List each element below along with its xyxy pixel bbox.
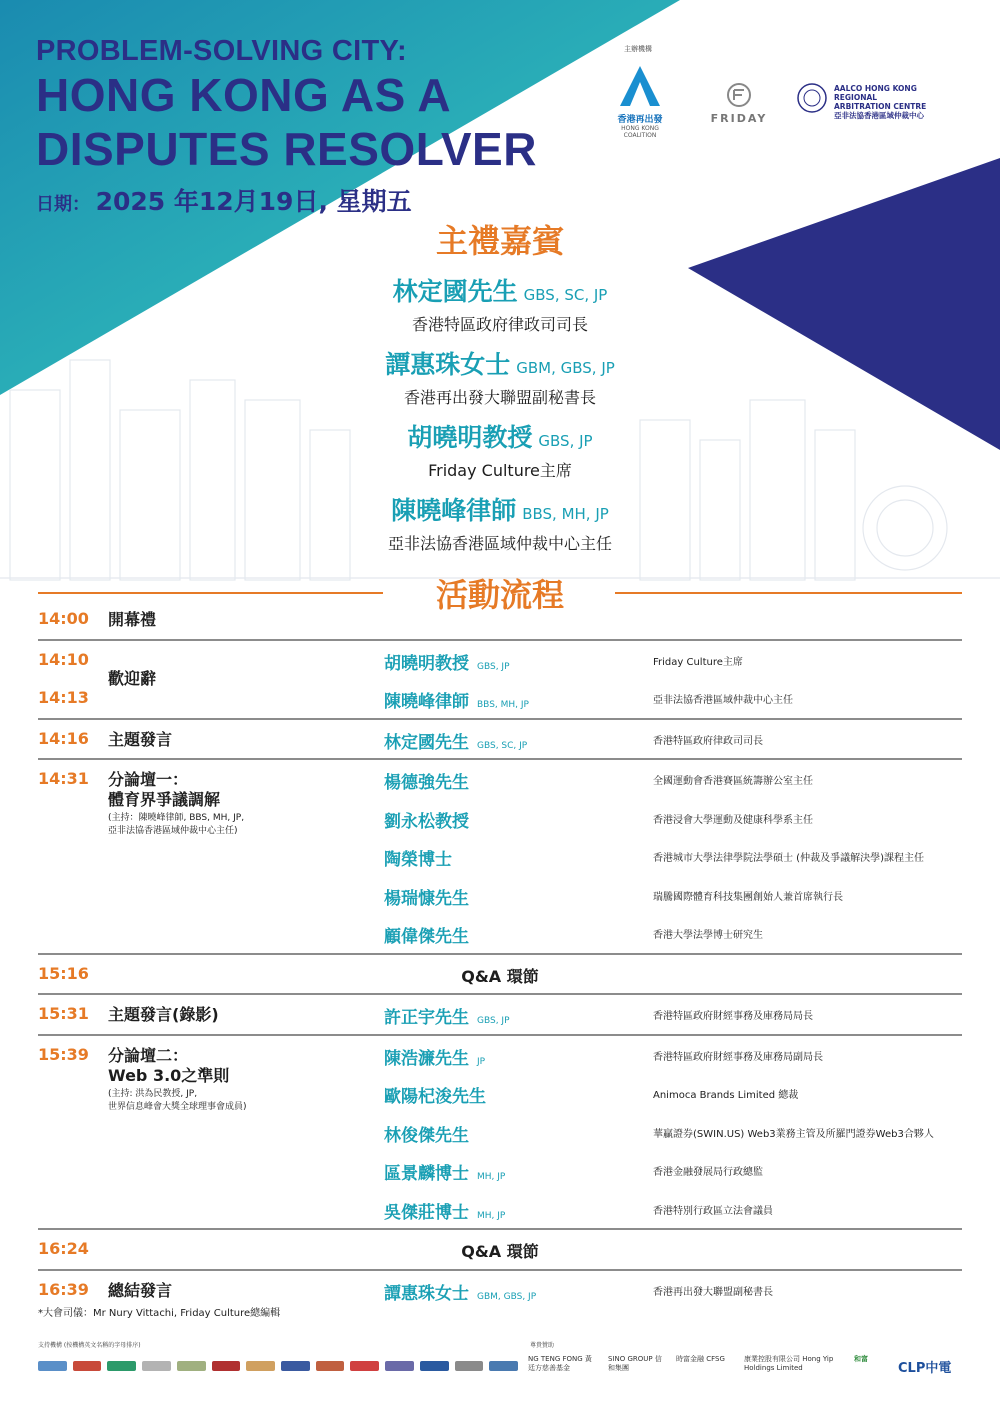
sponsor-logo: 時富金融 CFSG xyxy=(676,1355,725,1363)
table-row xyxy=(38,1151,962,1190)
table-row xyxy=(38,1190,962,1229)
speaker-honours: GBS, SC, JP xyxy=(477,740,528,751)
speaker-cell xyxy=(384,1082,486,1107)
supporter-logo xyxy=(38,1361,67,1371)
supporter-logo xyxy=(246,1361,275,1371)
speaker-cell xyxy=(384,1279,536,1304)
panel-title: 分論壇二： xyxy=(108,1045,189,1065)
speaker-role: 香港特區政府財經事務及庫務局局長 xyxy=(653,1011,813,1022)
moderator-line-2: 世界信息峰會大獎全球理事會成員) xyxy=(108,1101,247,1112)
guest-name: 陳曉峰律師 xyxy=(391,496,517,525)
table-row xyxy=(38,1074,962,1113)
speaker-cell xyxy=(384,1198,505,1223)
speaker-name: 劉永松教授 xyxy=(384,811,469,832)
time-cell: 14:10 xyxy=(38,649,89,669)
speaker-role: 香港特別行政區立法會議員 xyxy=(653,1205,773,1217)
supporter-logo xyxy=(142,1361,171,1371)
organiser-caption: 主辦機構 xyxy=(624,45,652,53)
table-row xyxy=(38,914,962,953)
supporter-logo xyxy=(385,1361,414,1371)
speaker-cell xyxy=(384,1121,469,1146)
table-row xyxy=(38,1113,962,1152)
supporter-logo xyxy=(489,1361,518,1371)
panel-subtitle: 體育界爭議調解 xyxy=(108,790,221,809)
date-label: 日期： xyxy=(36,194,90,215)
speaker-cell xyxy=(384,687,529,712)
session-label: 歡迎辭 xyxy=(108,669,157,688)
supporter-logo xyxy=(350,1361,379,1371)
moderator-line-1: (主持: 洪為民教授, JP, xyxy=(108,1088,198,1099)
guest-honours: GBS, JP xyxy=(538,432,593,450)
speaker-role: 香港大學法學博士研究生 xyxy=(653,930,763,941)
date-value: 2025 年12月19日, 星期五 xyxy=(95,187,412,216)
supporter-logo xyxy=(177,1361,206,1371)
divider-right xyxy=(615,592,962,594)
hong-kong-coalition-logo xyxy=(610,64,670,139)
time-cell: 14:13 xyxy=(38,688,89,707)
programme-block xyxy=(38,720,962,761)
title-line-3: DISPUTES RESOLVER xyxy=(36,123,537,175)
title-line-2: HONG KONG AS A xyxy=(36,69,452,121)
friday-emblem-icon xyxy=(721,82,757,108)
guest-item xyxy=(0,272,1000,345)
supporter-logo xyxy=(107,1361,136,1371)
table-row xyxy=(38,679,962,718)
time-cell: 15:16 xyxy=(38,963,89,983)
speaker-honours: MH, JP xyxy=(477,1210,506,1221)
speaker-name: 吳傑莊博士 xyxy=(384,1202,469,1223)
speaker-cell xyxy=(384,1003,510,1028)
sponsor-logo: NG TENG FONG 黃廷方慈善基金 xyxy=(528,1355,592,1372)
speaker-cell xyxy=(384,807,469,832)
supporter-logo xyxy=(281,1361,310,1371)
sponsors-caption: 尊貴贊助 xyxy=(530,1342,555,1349)
supporter-logos xyxy=(38,1358,518,1374)
moderator-line-1: (主持：陳曉峰律師, BBS, MH, JP, xyxy=(108,813,245,823)
guest-name: 林定國先生 xyxy=(392,277,518,306)
programme-block xyxy=(38,600,962,641)
speaker-name: 歐陽杞浚先生 xyxy=(384,1087,486,1107)
speaker-role: 香港再出發大聯盟副秘書長 xyxy=(653,1286,773,1298)
guest-title: 亞非法協香港區域仲裁中心主任 xyxy=(387,534,612,553)
programme-block xyxy=(38,955,962,996)
guest-name: 譚惠珠女士 xyxy=(385,350,511,379)
speaker-cell xyxy=(384,845,452,870)
table-row xyxy=(38,799,962,838)
speaker-name: 陶榮博士 xyxy=(384,850,452,870)
table-row xyxy=(38,760,962,799)
supporter-logo xyxy=(212,1361,241,1371)
sponsor-logo: SINO GROUP 信和集團 xyxy=(608,1355,662,1372)
speaker-cell xyxy=(384,728,527,753)
speaker-cell xyxy=(384,649,510,674)
session-label: 開幕禮 xyxy=(108,610,157,629)
guest-title: 香港再出發大聯盟副秘書長 xyxy=(403,388,596,407)
table-row xyxy=(38,955,962,994)
coalition-subtitle: HONG KONG COALITION xyxy=(621,125,659,139)
session-label: 主題發言(錄影) xyxy=(108,1005,219,1024)
speaker-name: 譚惠珠女士 xyxy=(384,1283,469,1304)
speaker-name: 顧偉傑先生 xyxy=(384,927,469,947)
time-cell: 15:39 xyxy=(38,1044,89,1064)
supporter-logo xyxy=(73,1361,102,1371)
speaker-honours: BBS, MH, JP xyxy=(477,700,529,710)
sponsor-logo: CLP中電 xyxy=(898,1361,952,1376)
coalition-name: 香港再出發 xyxy=(617,115,663,125)
aalco-logo xyxy=(796,82,966,118)
speaker-role: 瑞騰國際體育科技集團創始人兼首席執行長 xyxy=(653,891,843,903)
programme-block xyxy=(38,760,962,955)
guest-title: 香港特區政府律政司司長 xyxy=(411,315,588,334)
speaker-honours: JP xyxy=(477,1056,486,1067)
speaker-role: 香港特區政府律政司司長 xyxy=(653,735,763,747)
guest-honours: GBS, SC, JP xyxy=(523,286,608,304)
table-row xyxy=(38,995,962,1034)
programme-section-title: 活動流程 xyxy=(435,576,564,614)
programme-block xyxy=(38,1036,962,1231)
session-label: 主題發言 xyxy=(108,729,173,749)
programme-block xyxy=(38,641,962,720)
guests-section-title: 主禮嘉賓 xyxy=(435,222,564,260)
speaker-role: 香港特區政府財經事務及庫務局副局長 xyxy=(653,1051,823,1063)
time-cell: 14:31 xyxy=(38,769,89,788)
friday-logo xyxy=(698,82,780,125)
programme-table xyxy=(38,600,962,1309)
speaker-name: 楊德強先生 xyxy=(384,773,469,793)
speaker-role: Friday Culture主席 xyxy=(653,656,743,668)
organiser-logos xyxy=(610,44,960,139)
speaker-honours: GBS, JP xyxy=(477,1016,510,1026)
table-row xyxy=(38,720,962,759)
speaker-role: 香港金融發展局行政總監 xyxy=(653,1167,763,1178)
programme-block xyxy=(38,1230,962,1271)
guest-item xyxy=(0,418,1000,491)
friday-wordmark: FRIDAY xyxy=(710,112,768,125)
table-row xyxy=(38,1230,962,1269)
speaker-cell xyxy=(384,768,469,793)
triangle-logo-icon xyxy=(618,64,662,108)
guest-name: 胡曉明教授 xyxy=(407,423,533,452)
aalco-name: AALCO HONG KONG REGIONAL ARBITRATION CENTRE xyxy=(834,84,927,111)
guest-item xyxy=(0,491,1000,564)
aalco-text xyxy=(834,84,934,120)
sponsor-logos xyxy=(528,1355,968,1377)
guest-title: Friday Culture主席 xyxy=(428,461,572,480)
supporter-logo xyxy=(316,1361,345,1371)
guests-list xyxy=(0,272,1000,564)
time-cell: 14:16 xyxy=(38,728,89,748)
sponsor-logo: 和富 xyxy=(854,1355,868,1363)
session-label: 總結發言 xyxy=(108,1280,173,1300)
aalco-chinese-name: 亞非法協香港區域仲裁中心 xyxy=(834,111,924,120)
panel-title: 分論壇一： xyxy=(108,770,189,789)
table-row xyxy=(38,837,962,876)
speaker-cell xyxy=(384,1159,505,1184)
mc-note: *大會司儀：Mr Nury Vittachi, Friday Culture總編輯 xyxy=(38,1308,281,1319)
speaker-cell xyxy=(384,922,469,947)
supporter-logo xyxy=(455,1361,484,1371)
table-row xyxy=(38,1036,962,1075)
table-row xyxy=(38,641,962,680)
speaker-role: 華贏證券(SWIN.US) Web3業務主管及所羅門證券Web3合夥人 xyxy=(653,1128,934,1140)
supporter-logo xyxy=(420,1361,449,1371)
time-cell: 15:31 xyxy=(38,1004,89,1023)
table-row xyxy=(38,876,962,915)
speaker-honours: GBS, JP xyxy=(477,661,510,672)
time-cell: 16:39 xyxy=(38,1279,89,1299)
speaker-name: 林定國先生 xyxy=(384,732,469,753)
speaker-name: 許正宇先生 xyxy=(384,1008,469,1028)
programme-block xyxy=(38,995,962,1036)
time-cell: 14:00 xyxy=(38,609,89,628)
speaker-role: 香港浸會大學運動及健康科學系主任 xyxy=(653,814,813,826)
speaker-cell xyxy=(384,884,469,909)
speaker-role: 亞非法協香港區域仲裁中心主任 xyxy=(653,695,793,706)
guest-item xyxy=(0,345,1000,418)
speaker-name: 林俊傑先生 xyxy=(384,1125,469,1146)
supporters-caption: 支持機構 (按機構英文名稱的字母排序) xyxy=(38,1342,141,1349)
panel-subtitle: Web 3.0之準則 xyxy=(108,1065,230,1085)
event-date xyxy=(36,182,537,218)
speaker-name: 楊瑞慷先生 xyxy=(384,888,469,909)
guest-honours: GBM, GBS, JP xyxy=(516,359,615,377)
qa-session-label: Q&A 環節 xyxy=(461,966,539,986)
speaker-name: 胡曉明教授 xyxy=(384,653,469,674)
speaker-role: 香港城市大學法律學院法學碩士 (仲裁及爭議解決學)課程主任 xyxy=(653,853,924,864)
speaker-cell xyxy=(384,1044,485,1069)
table-row xyxy=(38,600,962,639)
aalco-seal-icon xyxy=(796,82,828,114)
event-header xyxy=(36,34,537,218)
speaker-name: 陳曉峰律師 xyxy=(384,692,469,712)
speaker-name: 區景麟博士 xyxy=(384,1164,469,1184)
speaker-role: 全國運動會香港賽區統籌辦公室主任 xyxy=(653,776,813,787)
speaker-honours: GBM, GBS, JP xyxy=(477,1291,537,1302)
guest-honours: BBS, MH, JP xyxy=(522,505,609,523)
speaker-name: 陳浩濂先生 xyxy=(384,1048,469,1069)
sponsor-logo: 康業控股有限公司 Hong Yip Holdings Limited xyxy=(744,1355,834,1372)
speaker-role: Animoca Brands Limited 總裁 xyxy=(653,1090,799,1101)
time-cell: 16:24 xyxy=(38,1239,89,1258)
speaker-honours: MH, JP xyxy=(477,1172,506,1182)
moderator-line-2: 亞非法協香港區域仲裁中心主任) xyxy=(108,826,238,836)
qa-session-label: Q&A 環節 xyxy=(461,1242,539,1261)
title-line-1: PROBLEM-SOLVING CITY: xyxy=(36,35,407,67)
